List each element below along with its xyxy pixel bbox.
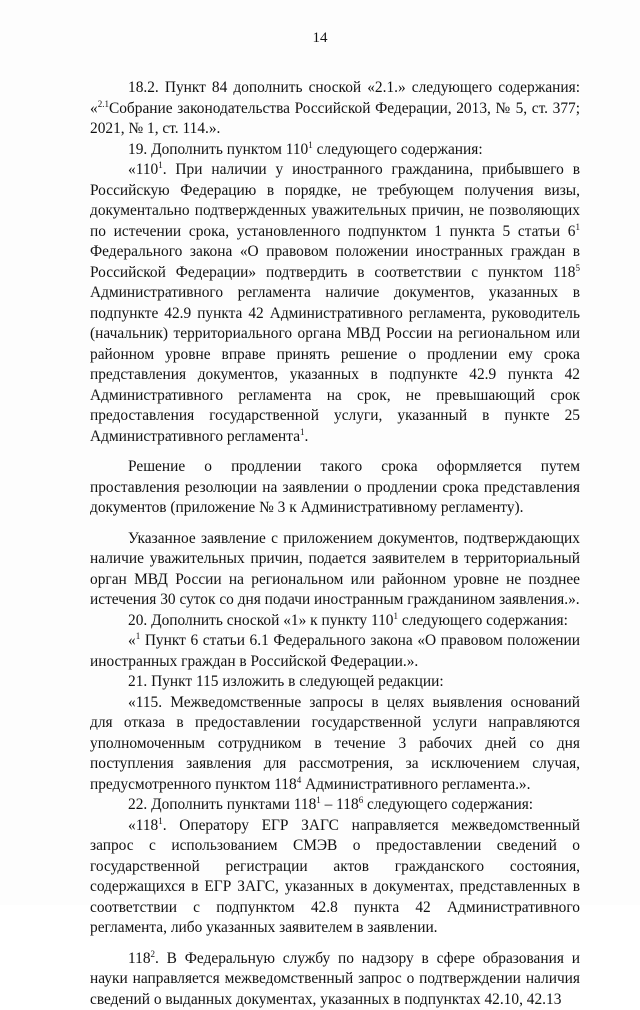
paragraph [90, 611, 580, 632]
text-run: «118 [128, 817, 158, 834]
text-run: следующего содержания: [313, 141, 483, 158]
superscript-mark: 1 [158, 160, 163, 170]
text-run: следующего содержания: [398, 612, 568, 629]
text-run: 21. Пункт 115 изложить в следующей редакции: [128, 673, 444, 690]
text-run: . Оператору ЕГР ЗАГС направляется межведомственный запрос с использованием СМЭВ о предоставлении сведений о государственной регистрации актов гражданского состояния, содержащихся в ЕГР ЗАГС, указанных в документах, представленных в соответствии с подпунктом 42.8 пункта 42 Административного регламента, либо указанных заявителем в заявлении. [90, 817, 580, 937]
document-body [90, 78, 580, 1010]
text-run: «110 [128, 161, 158, 178]
paragraph [90, 140, 580, 161]
text-run: 20. Дополнить сноской «1» к пункту 110 [128, 612, 394, 629]
superscript-mark: 1 [158, 816, 163, 826]
superscript-mark: 1 [300, 427, 305, 437]
text-run: Указанное заявление с приложением документов, подтверждающих наличие уважительных причин, подается заявителем в территориальный орган МВД России на региональном или районном уровне не позднее истечения 30 суток со дня подачи иностранным гражданином заявления.». [90, 530, 580, 609]
page-number: 14 [0, 30, 640, 47]
paragraph [90, 160, 580, 447]
paragraph [90, 672, 580, 693]
paragraph [90, 949, 580, 1010]
text-run: – 118 [321, 796, 359, 813]
text-run: Административного регламента.». [301, 776, 530, 793]
superscript-mark: 6 [359, 795, 364, 805]
superscript-mark: 1 [316, 795, 321, 805]
text-run: 118 [128, 950, 151, 967]
text-run: 22. Дополнить пунктами 118 [128, 796, 316, 813]
text-run: . В Федеральную службу по надзору в сфере образования и науки направляется межведомственный запрос о подтверждении наличия сведений о выданных документах, указанных в подпунктах 42.10, 42.13 [90, 950, 580, 1008]
text-run: Федерального закона «О правовом положении иностранных граждан в Российской Федерации» подтвердить в соответствии с пунктом 118 [90, 243, 580, 281]
text-run: «115. Межведомственные запросы в целях выявления оснований для отказа в предоставлении государственной услуги направляются уполномоченным сотрудником в течение 3 рабочих дней со дня поступления заявления для рассмотрения, за исключением случая, предусмотренного пунктом 118 [90, 694, 580, 793]
superscript-mark: 2 [151, 949, 156, 959]
paragraph [90, 78, 580, 140]
superscript-mark: 5 [576, 263, 581, 273]
text-run: Пункт 6 статьи 6.1 Федерального закона «О правовом положении иностранных граждан в Российской Федерации.». [90, 632, 580, 670]
superscript-mark: 2.1 [98, 99, 109, 109]
text-run: Собрание законодательства Российской Федерации, 2013, № 5, ст. 377; 2021, № 1, ст. 114.». [90, 100, 580, 138]
text-run: Решение о продлении такого срока оформляется путем проставления резолюции на заявлении о продлении срока представления документов (приложение № 3 к Административному регламенту). [90, 458, 580, 516]
paragraph [90, 529, 580, 611]
superscript-mark: 4 [297, 775, 302, 785]
paragraph [90, 693, 580, 796]
text-run: следующего содержания: [363, 796, 533, 813]
text-run: 19. Дополнить пунктом 110 [128, 141, 308, 158]
text-run: 18.2. Пункт 84 дополнить сноской «2.1.» следующего содержания: « [90, 79, 580, 117]
superscript-mark: 1 [308, 140, 313, 150]
text-run: Административного регламента наличие документов, указанных в подпункте 42.9 пункта 42 Административного регламента, руководитель (начальник) территориального органа МВД России на региональном или районном уровне вправе принять решение о продлении ему срока представления документов, указанных в подпункте 42.9 пункта 42 Административного регламента на срок, не превышающий срок предоставления государственной услуги, указанный в пункте 25 Административного регламента [90, 284, 580, 445]
text-run: . При наличии у иностранного гражданина, прибывшего в Российскую Федерацию в порядке, не требующем получения визы, документально подтвержденных уважительных причин, не позволяющих по истечении срока, установленного подпунктом 1 пункта 5 статьи 6 [90, 161, 580, 240]
paragraph [90, 795, 580, 816]
paragraph [90, 631, 580, 672]
superscript-mark: 1 [576, 222, 581, 232]
superscript-mark: 1 [394, 611, 399, 621]
superscript-mark: 1 [136, 631, 141, 641]
text-run: « [128, 632, 136, 649]
text-run: . [305, 428, 309, 445]
paragraph [90, 457, 580, 519]
paragraph [90, 816, 580, 939]
